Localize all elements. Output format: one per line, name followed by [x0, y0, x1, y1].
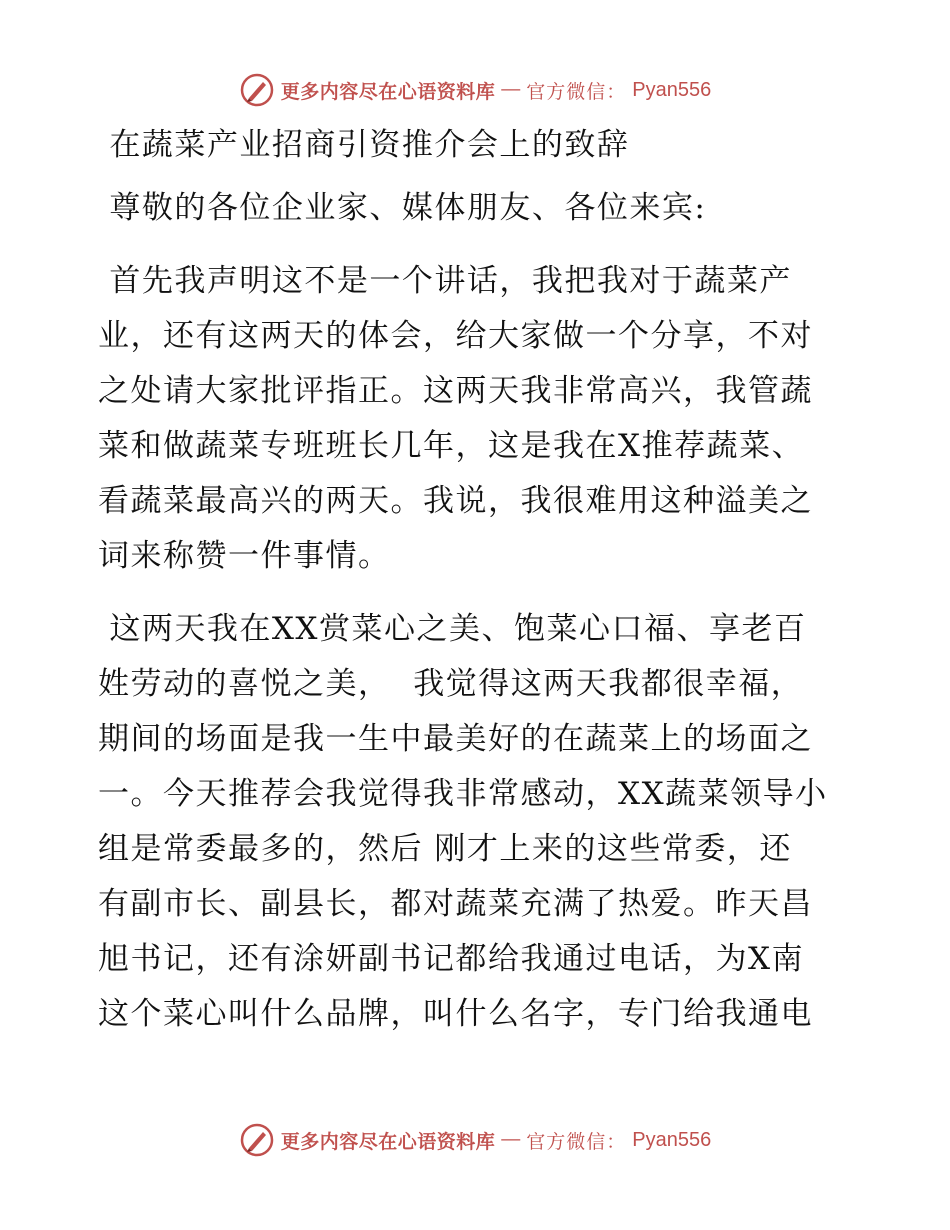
- watermark-id: Pyan556: [632, 78, 712, 101]
- document-title: 在蔬菜产业招商引资推介会上的致辞: [98, 127, 630, 163]
- paragraph-line: 菜和做蔬菜专班班长几年，这是我在X推荐蔬菜、: [98, 428, 805, 464]
- header-watermark: [0, 70, 950, 110]
- watermark-separator: —: [501, 1129, 521, 1150]
- paragraph-line: 之处请大家批评指正。这两天我非常高兴，我管蔬: [98, 373, 813, 409]
- paragraph-line: 这个菜心叫什么品牌，叫什么名字，专门给我通电: [98, 996, 813, 1032]
- pen-logo-icon: [239, 72, 275, 108]
- watermark-text: 更多内容尽在心语资料库: [280, 1130, 496, 1153]
- watermark-id: Pyan556: [632, 1128, 712, 1151]
- paragraph-line: 一。今天推荐会我觉得我非常感动，XX蔬菜领导小: [98, 776, 828, 812]
- paragraph-line: 期间的场面是我一生中最美好的在蔬菜上的场面之: [98, 721, 813, 757]
- watermark-text: 更多内容尽在心语资料库: [280, 80, 496, 103]
- watermark-separator: —: [501, 79, 521, 100]
- salutation: 尊敬的各位企业家、媒体朋友、各位来宾:: [98, 190, 707, 226]
- document-body: [98, 118, 858, 1042]
- paragraph-2: [98, 602, 858, 1042]
- paragraph-line: 旭书记，还有涂妍副书记都给我通过电话，为X南: [98, 941, 805, 977]
- paragraph-line: 组是常委最多的，然后 刚才上来的这些常委，还: [98, 831, 792, 867]
- paragraph-line: 首先我声明这不是一个讲话，我把我对于蔬菜产: [98, 263, 792, 299]
- pen-logo-icon: [239, 1122, 275, 1158]
- watermark-official: 官方微信：: [526, 1130, 627, 1153]
- footer-watermark: [0, 1120, 950, 1160]
- paragraph-line: 词来称赞一件事情。: [98, 538, 391, 574]
- paragraph-line: 姓劳动的喜悦之美， 我觉得这两天我都很幸福，: [98, 666, 804, 702]
- paragraph-line: 业，还有这两天的体会，给大家做一个分享，不对: [98, 318, 813, 354]
- paragraph-line: 看蔬菜最高兴的两天。我说，我很难用这种溢美之: [98, 483, 813, 519]
- paragraph-line: 有副市长、副县长，都对蔬菜充满了热爱。昨天昌: [98, 886, 813, 922]
- watermark-official: 官方微信：: [526, 80, 627, 103]
- paragraph-1: [98, 254, 858, 584]
- paragraph-line: 这两天我在XX赏菜心之美、饱菜心口福、享老百: [98, 611, 807, 647]
